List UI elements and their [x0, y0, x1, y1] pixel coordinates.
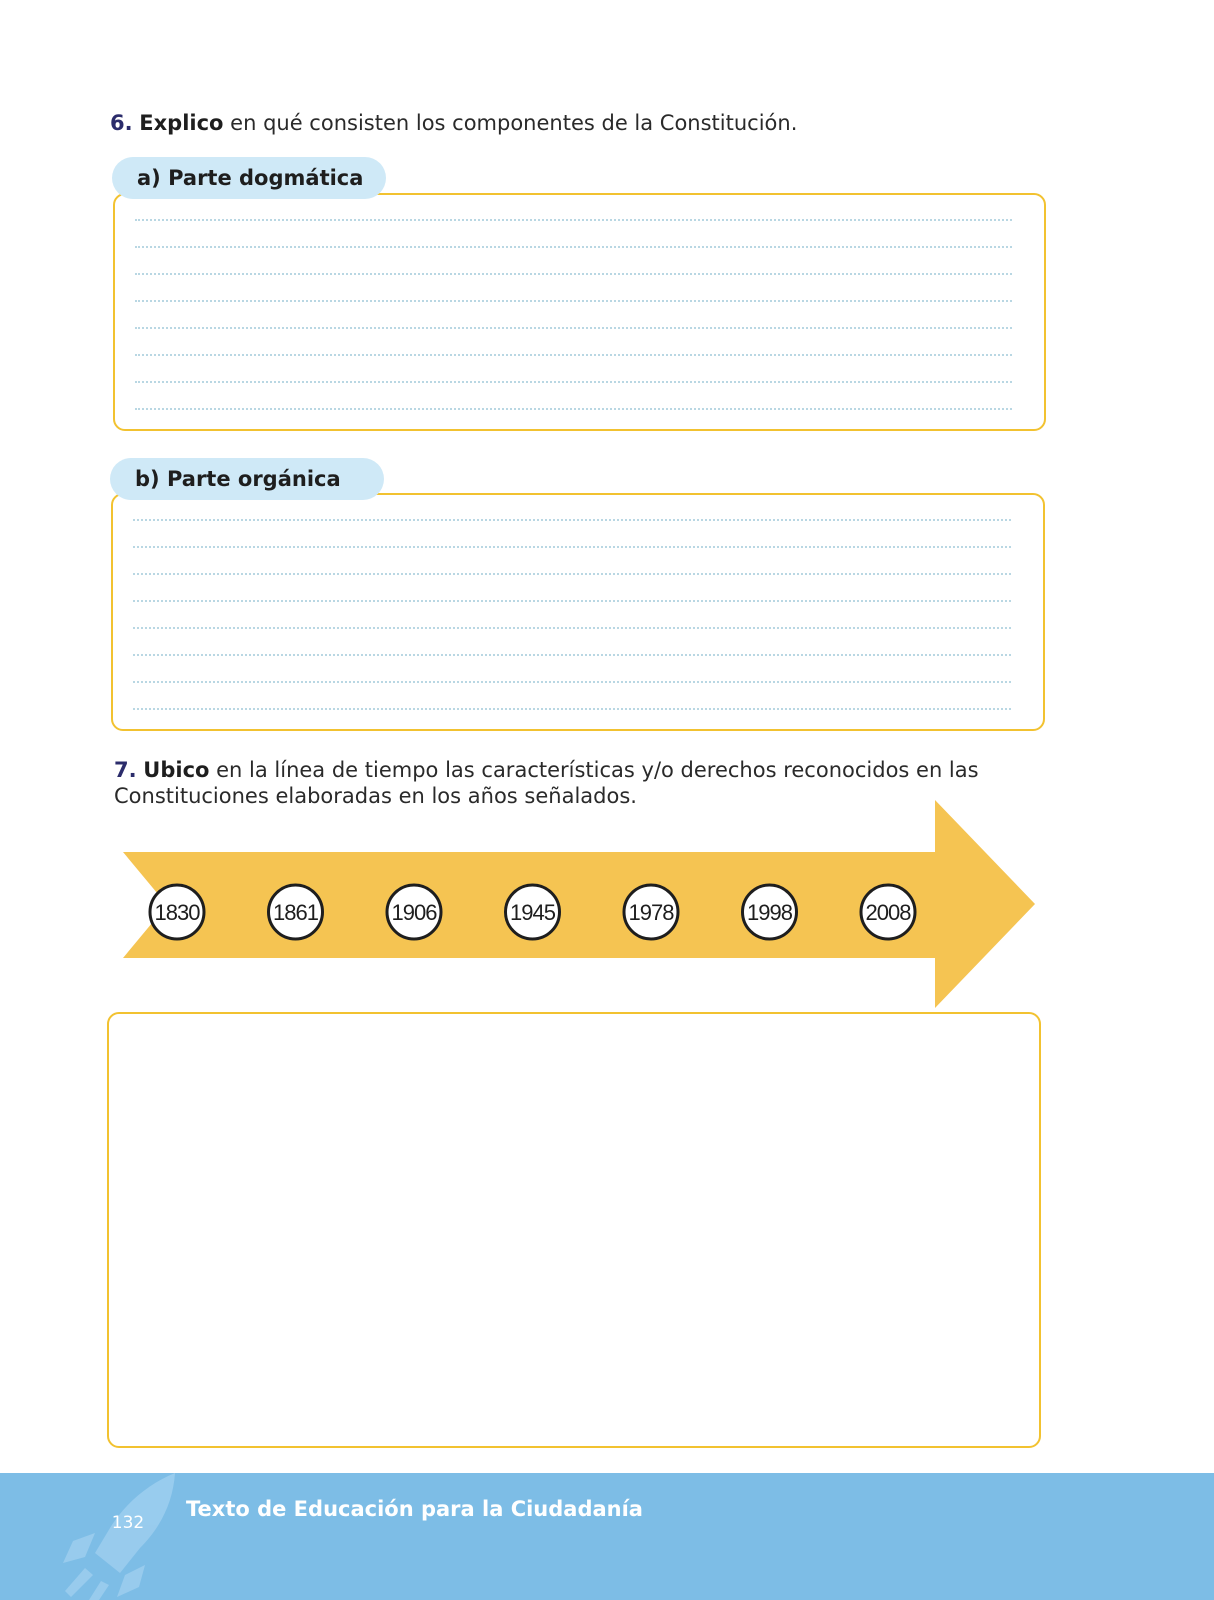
writing-line: [135, 219, 1012, 221]
timeline-year-2008: [861, 885, 915, 939]
question-6-number: 6.: [110, 111, 133, 135]
writing-line: [133, 654, 1011, 656]
timeline-year-1861: [269, 885, 323, 939]
writing-line: [135, 381, 1012, 383]
timeline-year-1830: [150, 885, 204, 939]
timeline-year-1978: [624, 885, 678, 939]
tab-parte-organica: b) Parte orgánica: [110, 458, 384, 500]
writing-line: [133, 627, 1011, 629]
year-label: 1861: [273, 900, 318, 925]
writing-line: [135, 246, 1012, 248]
page-number: 132: [111, 1513, 145, 1533]
writing-line: [133, 519, 1011, 521]
tab-parte-dogmatica: a) Parte dogmática: [112, 157, 386, 199]
writing-line: [135, 273, 1012, 275]
answer-box-dogmatica[interactable]: [113, 193, 1046, 431]
timeline-year-1906: [387, 885, 441, 939]
writing-line: [133, 573, 1011, 575]
writing-line: [133, 546, 1011, 548]
timeline-year-1998: [743, 885, 797, 939]
question-7-rest: en la línea de tiempo las características y/o derechos reconocidos en las Constituciones elaboradas en los años señalados.: [114, 758, 979, 808]
writing-line: [133, 600, 1011, 602]
writing-line: [133, 681, 1011, 683]
writing-line: [135, 408, 1012, 410]
year-label: 1945: [510, 900, 555, 925]
year-label: 1830: [154, 900, 200, 925]
year-label: 1998: [747, 900, 792, 925]
year-label: 1906: [391, 900, 437, 925]
footer-bar: [0, 1473, 1214, 1600]
timeline-year-1945: [506, 885, 560, 939]
footer-title: Texto de Educación para la Ciudadanía: [186, 1497, 643, 1521]
year-label: 2008: [865, 900, 911, 925]
answer-box-timeline[interactable]: [107, 1012, 1041, 1448]
timeline-arrow: [115, 800, 1045, 1010]
writing-line: [135, 354, 1012, 356]
question-6-text: [110, 110, 797, 136]
answer-box-organica[interactable]: [111, 493, 1045, 731]
question-7-number: 7.: [114, 758, 137, 782]
writing-line: [133, 708, 1011, 710]
writing-line: [135, 327, 1012, 329]
question-7-verb: Ubico: [143, 758, 210, 782]
year-label: 1978: [628, 900, 674, 925]
writing-line: [135, 300, 1012, 302]
question-6-verb: Explico: [139, 111, 224, 135]
question-6-rest: en qué consisten los componentes de la Constitución.: [223, 111, 798, 135]
